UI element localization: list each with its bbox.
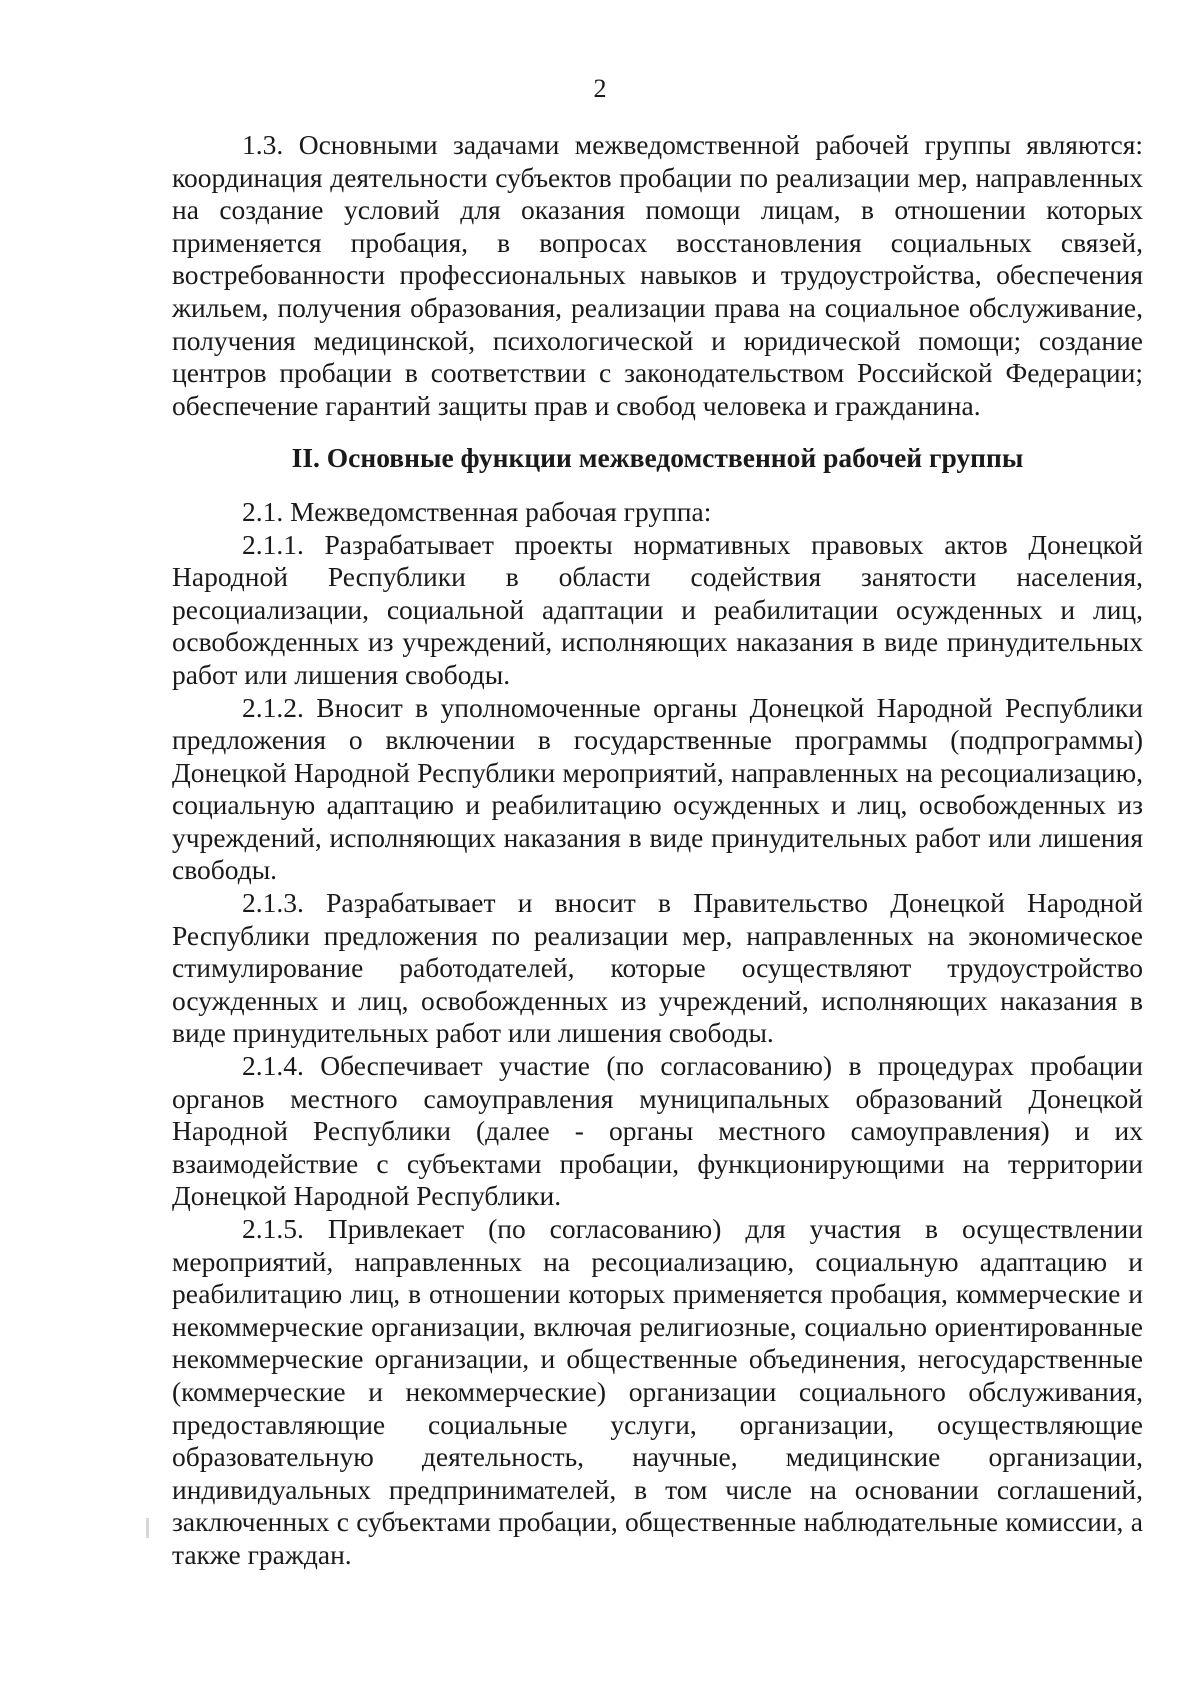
paragraph-2-1-4: 2.1.4. Обеспечивает участие (по согласованию) в процедурах пробации органов местного самоуправления муниципальных образований Донецкой Народной Республики (далее - органы местного самоуправления) и их взаимодействие с субъектами пробации, функционирующими на территории Донецкой Народной Республики. bbox=[172, 1050, 1143, 1212]
paragraph-2-1-3: 2.1.3. Разрабатывает и вносит в Правительство Донецкой Народной Республики предложения по реализации мер, направленных на экономическое стимулирование работодателей, которые осуществляют трудоустройство осужденных и лиц, освобожденных из учреждений, исполняющих наказания в виде принудительных работ или лишения свободы. bbox=[172, 887, 1143, 1049]
scan-artifact bbox=[146, 1518, 149, 1538]
section-heading: II. Основные функции межведомственной рабочей группы bbox=[291, 442, 1024, 474]
document-body bbox=[172, 129, 1143, 1572]
page-number: 2 bbox=[593, 74, 607, 103]
paragraph-1-3: 1.3. Основными задачами межведомственной рабочей группы являются: координация деятельности субъектов пробации по реализации мер, направленных на создание условий для оказания помощи лицам, в отношении которых применяется пробация, в вопросах восстановления социальных связей, востребованности профессиональных навыков и трудоустройства, обеспечения жильем, получения образования, реализации права на социальное обслуживание, получения медицинской, психологической и юридической помощи; создание центров пробации в соответствии с законодательством Российской Федерации; обеспечение гарантий защиты прав и свобод человека и гражданина. bbox=[172, 129, 1143, 421]
paragraph-2-1-2: 2.1.2. Вносит в уполномоченные органы Донецкой Народной Республики предложения о включении в государственные программы (подпрограммы) Донецкой Народной Республики мероприятий, направленных на ресоциализацию, социальную адаптацию и реабилитацию осужденных и лиц, освобожденных из учреждений, исполняющих наказания в виде принудительных работ или лишения свободы. bbox=[172, 691, 1143, 886]
paragraph-2-1-1: 2.1.1. Разрабатывает проекты нормативных правовых актов Донецкой Народной Республики в области содействия занятости населения, ресоциализации, социальной адаптации и реабилитации осужденных и лиц, освобожденных из учреждений, исполняющих наказания в виде принудительных работ или лишения свободы. bbox=[172, 528, 1143, 690]
paragraph-2-1-5: 2.1.5. Привлекает (по согласованию) для участия в осуществлении мероприятий, направленных на ресоциализацию, социальную адаптацию и реабилитацию лиц, в отношении которых применяется пробация, коммерческие и некоммерческие организации, включая религиозные, социально ориентированные некоммерческие организации, и общественные объединения, негосударственные (коммерческие и некоммерческие) организации социального обслуживания, предоставляющие социальные услуги, организации, осуществляющие образовательную деятельность, научные, медицинские организации, индивидуальных предпринимателей, в том числе на основании соглашений, заключенных с субъектами пробации, общественные наблюдательные комиссии, а также граждан. bbox=[172, 1213, 1143, 1570]
paragraph-2-1: 2.1. Межведомственная рабочая группа: bbox=[242, 495, 712, 527]
